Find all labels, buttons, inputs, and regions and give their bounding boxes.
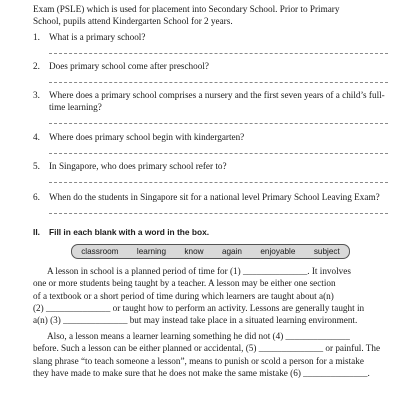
paragraph-2-line-4: they have made to make sure that he does not make the same mistake (6) ______________. (33, 367, 370, 378)
question-number: 6. (33, 192, 40, 202)
question-text: What is a primary school? (49, 32, 146, 42)
answer-line-6[interactable] (49, 213, 388, 214)
answer-line-3[interactable] (49, 123, 388, 124)
word-know: know (184, 247, 204, 256)
section-title: Fill in each blank with a word in the box. (49, 227, 210, 237)
word-classroom: classroom (81, 247, 119, 256)
paragraph-2-line-2: before. Such a lesson can be either planned or accidental, (5) ______________ or painful. The (33, 343, 381, 354)
paragraph-2-line-1: Also, a lesson means a learner learning something he did not (4) ______________ (47, 331, 350, 341)
question-text: Where does primary school begin with kindergarten? (49, 132, 245, 142)
answer-line-5[interactable] (49, 182, 388, 183)
section-number: II. (33, 227, 40, 237)
answer-line-2[interactable] (49, 82, 388, 83)
answer-line-1[interactable] (49, 53, 388, 54)
word-again: again (221, 247, 242, 256)
question-number: 1. (33, 32, 40, 42)
paragraph-1-line-3: of a textbook or a short period of time during which learners are taught about a(n) (33, 290, 334, 301)
question-number: 4. (33, 132, 40, 142)
paragraph-1-line-5: a(n) (3) ______________ but may instead take place in a situated learning environment. (33, 315, 358, 326)
word-enjoyable: enjoyable (260, 247, 296, 256)
question-number: 3. (33, 90, 40, 100)
intro-line-2: School, pupils attend Kindergarten School for 2 years. (33, 16, 233, 26)
paragraph-2 (33, 330, 393, 379)
question-text: When do the students in Singapore sit for a national level Primary School Leaving Exam? (49, 192, 380, 202)
question-text: Does primary school come after preschool? (49, 61, 209, 71)
word-subject: subject (313, 247, 340, 256)
question-text: Where does a primary school comprises a nursery and the first seven years of a child’s full-time learning? (49, 90, 385, 112)
question-number: 5. (33, 161, 40, 171)
paragraph-1-line-1: A lesson in school is a planned period of time for (1) ______________. It involves (47, 266, 351, 276)
intro-text (33, 3, 393, 27)
answer-line-4[interactable] (49, 153, 388, 154)
paragraph-2-line-3: slang phrase “to teach someone a lesson”, means to punish or scold a person for a mistake (33, 355, 364, 366)
paragraph-1-line-4: (2) ______________ or taught how to perform an activity. Lessons are generally taught in (33, 302, 365, 313)
word-box (71, 244, 350, 259)
question-text: In Singapore, who does primary school refer to? (49, 161, 227, 171)
word-learning: learning (136, 247, 167, 256)
question-number: 2. (33, 61, 40, 71)
intro-line-1: Exam (PSLE) which is used for placement into Secondary School. Prior to Primary (33, 4, 340, 14)
paragraph-1-line-2: one or more students being taught by a teacher. A lesson may be either one section (33, 278, 336, 289)
paragraph-1 (33, 265, 393, 326)
